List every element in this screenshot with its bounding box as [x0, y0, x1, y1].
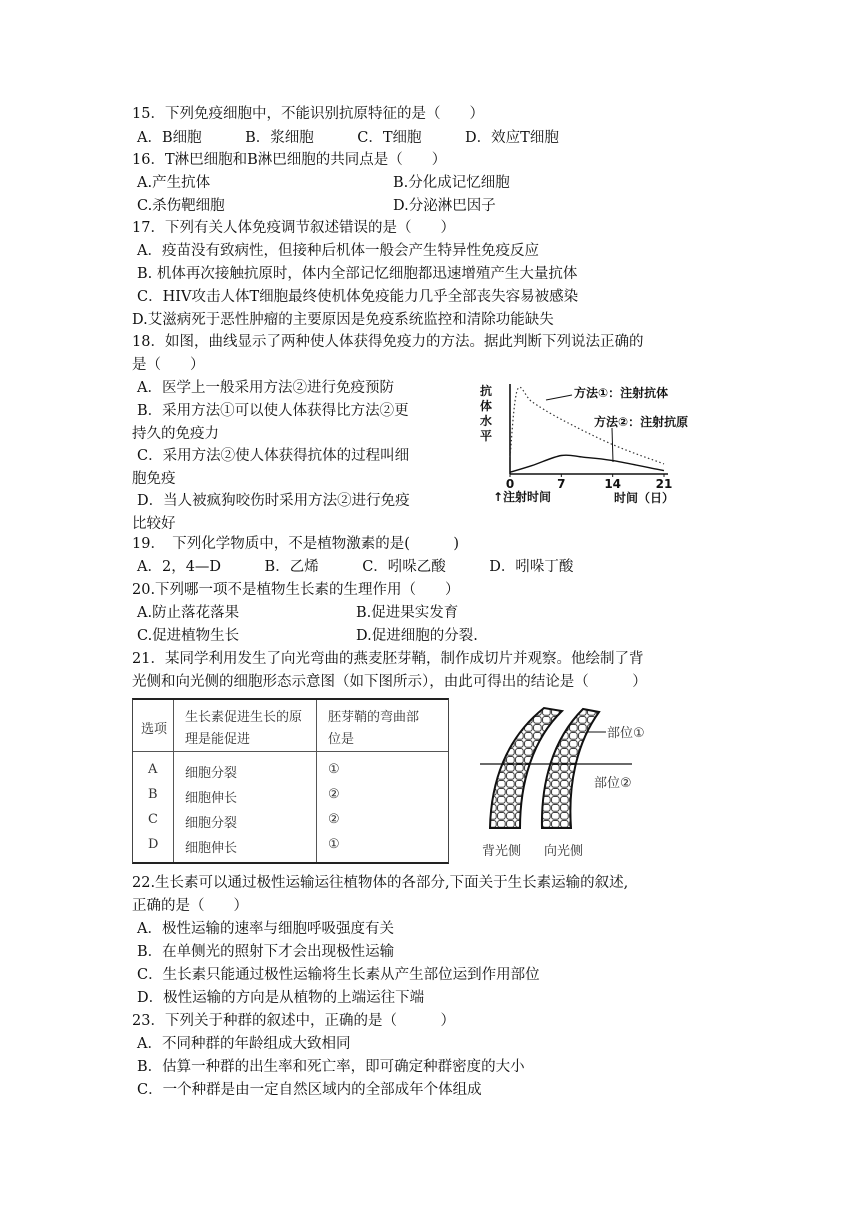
method2-pointer — [612, 428, 613, 462]
table-header-principle-line2: 理是能促进 — [185, 732, 251, 747]
table-row-option: A — [148, 762, 158, 777]
q22-option-b: B．在单侧光的照射下才会出现极性运输 — [137, 944, 395, 960]
q21-options-table — [132, 698, 449, 864]
table-row-option: C — [148, 812, 158, 827]
svg-text:水: 水 — [480, 414, 493, 428]
q17-option-c: C．HIV攻击人体T细胞最终使机体免疫能力几乎全部丧失容易被感染 — [137, 289, 579, 305]
q18-stem-line2: 是（ ） — [132, 357, 205, 373]
q21-stem-line1: 21．某同学利用发生了向光弯曲的燕麦胚芽鞘，制作成切片并观察。他绘制了背 — [132, 651, 644, 667]
table-row-option: B — [148, 787, 158, 802]
method1-pointer — [546, 395, 572, 400]
table-row-part: ② — [328, 787, 340, 802]
light-side-strip — [542, 709, 599, 828]
x-tick-label: 7 — [557, 477, 566, 491]
x-tick-label: 21 — [655, 477, 673, 491]
svg-text:平: 平 — [480, 429, 493, 443]
q18-option-b-line2: 持久的免疫力 — [132, 426, 219, 442]
q17-option-d: D.艾滋病死于恶性肿瘤的主要原因是免疫系统监控和清除功能缺失 — [132, 312, 554, 328]
q18-option-a: A．医学上一般采用方法②进行免疫预防 — [137, 380, 394, 396]
q22-option-d: D．极性运输的方向是从植物的上端运往下端 — [137, 990, 425, 1006]
x-axis-label: 时间（日） — [614, 491, 675, 505]
q19-options: A．2，4—D B．乙烯 C．吲哚乙酸 D．吲哚丁酸 — [137, 559, 574, 575]
q17-option-a: A．疫苗没有致病性，但接种后机体一般会产生特异性免疫反应 — [137, 243, 539, 259]
q22-stem-line2: 正确的是（ ） — [132, 898, 248, 914]
q16-option-c: C.杀伤靶细胞 — [137, 198, 225, 214]
svg-text:抗: 抗 — [480, 384, 493, 398]
table-header-part-line1: 胚芽鞘的弯曲部 — [328, 710, 420, 725]
table-row-option: D — [148, 837, 159, 852]
q20-option-b: B.促进果实发育 — [356, 605, 459, 621]
q23-option-a: A．不同种群的年龄组成大致相同 — [137, 1036, 351, 1052]
y-axis-label — [480, 383, 492, 443]
svg-text:体: 体 — [480, 399, 493, 413]
method2-curve — [510, 455, 664, 472]
table-header-part-line2: 位是 — [328, 732, 355, 747]
q16-stem: 16．T淋巴细胞和B淋巴细胞的共同点是（ ） — [132, 152, 447, 168]
q23-stem: 23．下列关于种群的叙述中，正确的是（ ） — [132, 1013, 455, 1029]
x-tick-label: 14 — [604, 477, 622, 491]
q22-option-a: A．极性运输的速率与细胞呼吸强度有关 — [137, 921, 394, 937]
part1-label: 部位① — [607, 726, 645, 741]
q21-stem-line2: 光侧和向光侧的细胞形态示意图（如下图所示），由此可得出的结论是（ ） — [132, 674, 647, 690]
table-row-principle: 细胞伸长 — [185, 791, 238, 806]
table-row-principle: 细胞分裂 — [185, 766, 238, 781]
table-row-principle: 细胞伸长 — [185, 841, 238, 856]
q15-stem: 15．下列免疫细胞中，不能识别抗原特征的是（ ） — [132, 106, 484, 122]
q20-option-a: A.防止落花落果 — [137, 605, 240, 621]
method1-label: 方法①：注射抗体 — [574, 386, 669, 400]
q20-stem: 20.下列哪一项不是植物生长素的生理作用（ ） — [132, 582, 460, 598]
q22-option-c: C．生长素只能通过极性运输将生长素从产生部位运到作用部位 — [137, 967, 540, 983]
table-row-principle: 细胞分裂 — [185, 816, 238, 831]
q19-stem: 19． 下列化学物质中，不是植物激素的是( ) — [132, 536, 460, 552]
coleoptile-cell-diagram — [470, 700, 680, 862]
table-header-option: 选项 — [141, 722, 168, 737]
q22-stem-line1: 22.生长素可以通过极性运输运往植物体的各部分,下面关于生长素运输的叙述, — [132, 875, 629, 891]
q18-option-d-line1: D．当人被疯狗咬伤时采用方法②进行免疫 — [137, 493, 410, 509]
q18-option-d-line2: 比较好 — [132, 516, 176, 532]
q15-options: A．B细胞 B．浆细胞 C．T细胞 D．效应T细胞 — [137, 130, 559, 146]
q18-stem-line1: 18．如图，曲线显示了两种使人体获得免疫力的方法。据此判断下列说法正确的 — [132, 334, 644, 350]
table-row-part: ① — [328, 762, 340, 777]
q20-option-d: D.促进细胞的分裂. — [356, 628, 478, 644]
q17-option-b: B. 机体再次接触抗原时，体内全部记忆细胞都迅速增殖产生大量抗体 — [137, 266, 578, 282]
light-side-label: 向光侧 — [544, 844, 584, 859]
q17-stem: 17．下列有关人体免疫调节叙述错误的是（ ） — [132, 220, 455, 236]
q18-option-b-line1: B．采用方法①可以使人体获得比方法②更 — [137, 403, 409, 419]
q16-option-b: B.分化成记忆细胞 — [393, 175, 510, 191]
q23-option-c: C．一个种群是由一定自然区域内的全部成年个体组成 — [137, 1082, 482, 1098]
injection-time-label: ↑注射时间 — [493, 490, 552, 504]
antibody-level-chart — [478, 378, 718, 512]
q16-option-a: A.产生抗体 — [137, 175, 211, 191]
x-tick-labels — [506, 474, 673, 491]
q23-option-b: B．估算一种群的出生率和死亡率，即可确定种群密度的大小 — [137, 1059, 525, 1075]
part2-label: 部位② — [594, 776, 632, 791]
q18-option-c-line1: C．采用方法②使人体获得抗体的过程叫细 — [137, 448, 410, 464]
x-tick-label: 0 — [505, 477, 515, 491]
table-row-part: ② — [328, 812, 340, 827]
back-side-label: 背光侧 — [482, 844, 522, 859]
method2-label: 方法②：注射抗原 — [594, 415, 689, 429]
table-header-principle-line1: 生长素促进生长的原 — [185, 710, 303, 725]
q20-option-c: C.促进植物生长 — [137, 628, 240, 644]
table-row-part: ① — [328, 837, 340, 852]
q18-option-c-line2: 胞免疫 — [132, 471, 176, 487]
q16-option-d: D.分泌淋巴因子 — [393, 198, 496, 214]
